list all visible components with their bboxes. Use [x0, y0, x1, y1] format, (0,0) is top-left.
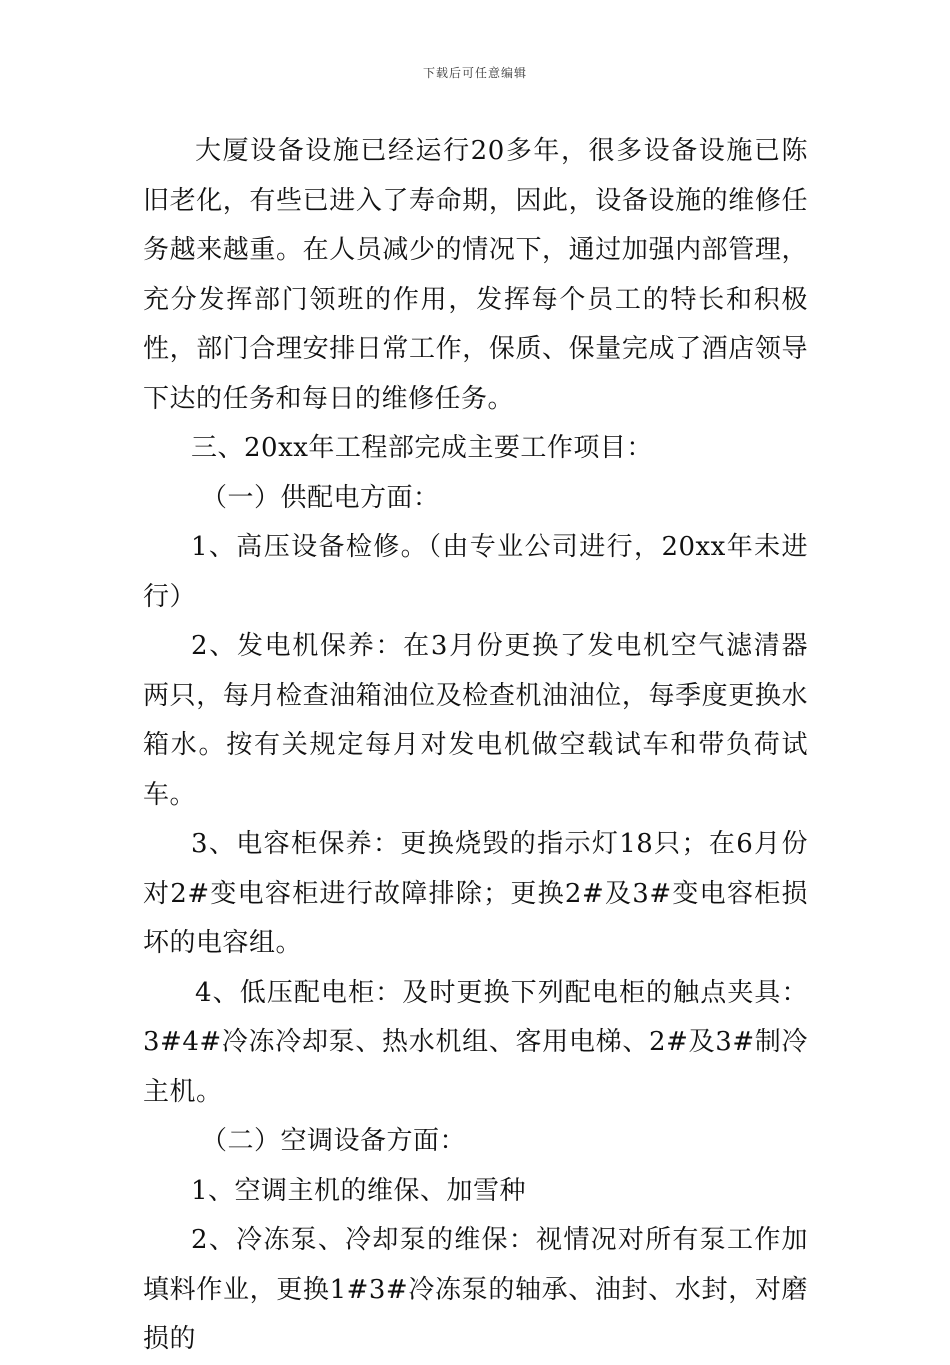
list-item-capacitor-cabinet: 3、电容柜保养：更换烧毁的指示灯18只；在6月份对2#变电容柜进行故障排除；更换2#及3#变电容柜损坏的电容组。	[143, 829, 808, 958]
list-item-low-voltage-cabinet: 4、低压配电柜：及时更换下列配电柜的触点夹具：3#4#冷冻冷却泵、热水机组、客用电梯、2#及3#制冷主机。	[143, 977, 808, 1107]
list-item-ac-main-unit: 1、空调主机的维保、加雪种	[191, 1175, 527, 1206]
section-heading-main-projects: 三、20xx年工程部完成主要工作项目：	[191, 433, 653, 463]
paragraph-facility-overview: 大厦设备设施已经运行20多年，很多设备设施已陈旧老化，有些已进入了寿命期，因此，设备设施的维修任务越来越重。在人员减少的情况下，通过加强内部管理，充分发挥部门领班的作用，发挥每个员工的特长和积极性，部门合理安排日常工作，保质、保量完成了酒店领导下达的任务和每日的维修任务。	[143, 136, 808, 414]
subsection-heading-power-supply: （一）供配电方面：	[201, 482, 440, 513]
download-note: 下载后可任意编辑	[422, 66, 527, 80]
list-item-generator: 2、发电机保养：在3月份更换了发电机空气滤清器两只，每月检查油箱油位及检查机油油位，每季度更换水箱水。按有关规定每月对发电机做空载试车和带负荷试车。	[143, 631, 808, 810]
list-item-pumps: 2、冷冻泵、冷却泵的维保：视情况对所有泵工作加填料作业，更换1#3#冷冻泵的轴承、油封、水封，对磨损的	[143, 1225, 808, 1354]
document-body	[143, 127, 808, 1365]
subsection-heading-air-conditioning: （二）空调设备方面：	[201, 1126, 467, 1156]
list-item-high-voltage: 1、高压设备检修。（由专业公司进行，20xx年未进行）	[143, 532, 808, 612]
